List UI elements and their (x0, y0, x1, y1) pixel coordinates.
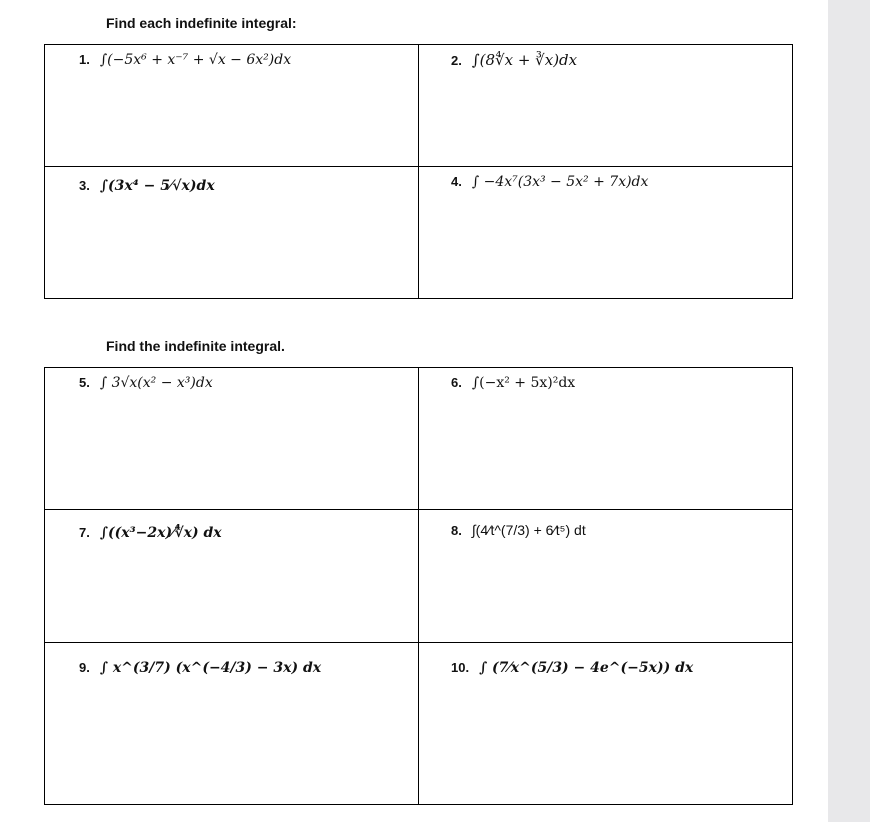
problem-expression: ∫ (7⁄x^(5/3) − 4e^(−5x)) dx (479, 660, 694, 676)
problem-number: 4. (451, 174, 462, 189)
problem-cell (45, 510, 419, 643)
problem-number: 10. (451, 660, 470, 675)
problem-1 (79, 51, 291, 69)
problem-number: 9. (79, 660, 90, 675)
problem-expression: ∫(4⁄t^(7/3) + 6⁄t⁵) dt (471, 522, 586, 538)
problem-5 (79, 374, 213, 392)
problem-2 (451, 51, 577, 70)
problem-number: 7. (79, 525, 90, 540)
problem-number: 5. (79, 375, 90, 390)
problem-4 (451, 173, 648, 191)
section1-grid (44, 44, 793, 299)
problem-number: 2. (451, 53, 462, 68)
problem-cell (419, 510, 793, 643)
problem-3 (79, 177, 215, 195)
problem-10 (451, 659, 693, 677)
problem-number: 3. (79, 178, 90, 193)
problem-expression: ∫ −4x⁷(3x³ − 5x² + 7x)dx (471, 174, 649, 190)
problem-cell (45, 643, 419, 805)
problem-7 (79, 524, 222, 542)
section1-heading: Find each indefinite integral: (106, 15, 297, 31)
problem-expression: ∫(8∜x + ∛x)dx (471, 51, 578, 69)
problem-cell (419, 368, 793, 510)
problem-cell (419, 643, 793, 805)
section2-grid (44, 367, 793, 805)
section2-heading: Find the indefinite integral. (106, 338, 285, 354)
problem-cell (419, 45, 793, 167)
problem-cell (45, 45, 419, 167)
problem-number: 8. (451, 523, 462, 538)
problem-8 (451, 522, 586, 540)
problem-9 (79, 659, 321, 677)
problem-number: 1. (79, 52, 90, 67)
viewer-background (828, 0, 870, 822)
problem-expression: ∫(−x² + 5x)²dx (471, 375, 576, 391)
problem-expression: ∫(3x⁴ − 5⁄√x)dx (99, 178, 215, 194)
problem-cell (45, 368, 419, 510)
problem-6 (451, 374, 575, 392)
problem-expression: ∫(−5x⁶ + x⁻⁷ + √x − 6x²)dx (99, 52, 292, 68)
problem-cell (45, 167, 419, 299)
problem-expression: ∫ 3√x(x² − x³)dx (99, 375, 213, 391)
problem-cell (419, 167, 793, 299)
problem-expression: ∫ x^(3/7) (x^(−4/3) − 3x) dx (99, 660, 322, 676)
problem-expression: ∫((x³−2x)⁄∜x) dx (99, 525, 222, 541)
problem-number: 6. (451, 375, 462, 390)
